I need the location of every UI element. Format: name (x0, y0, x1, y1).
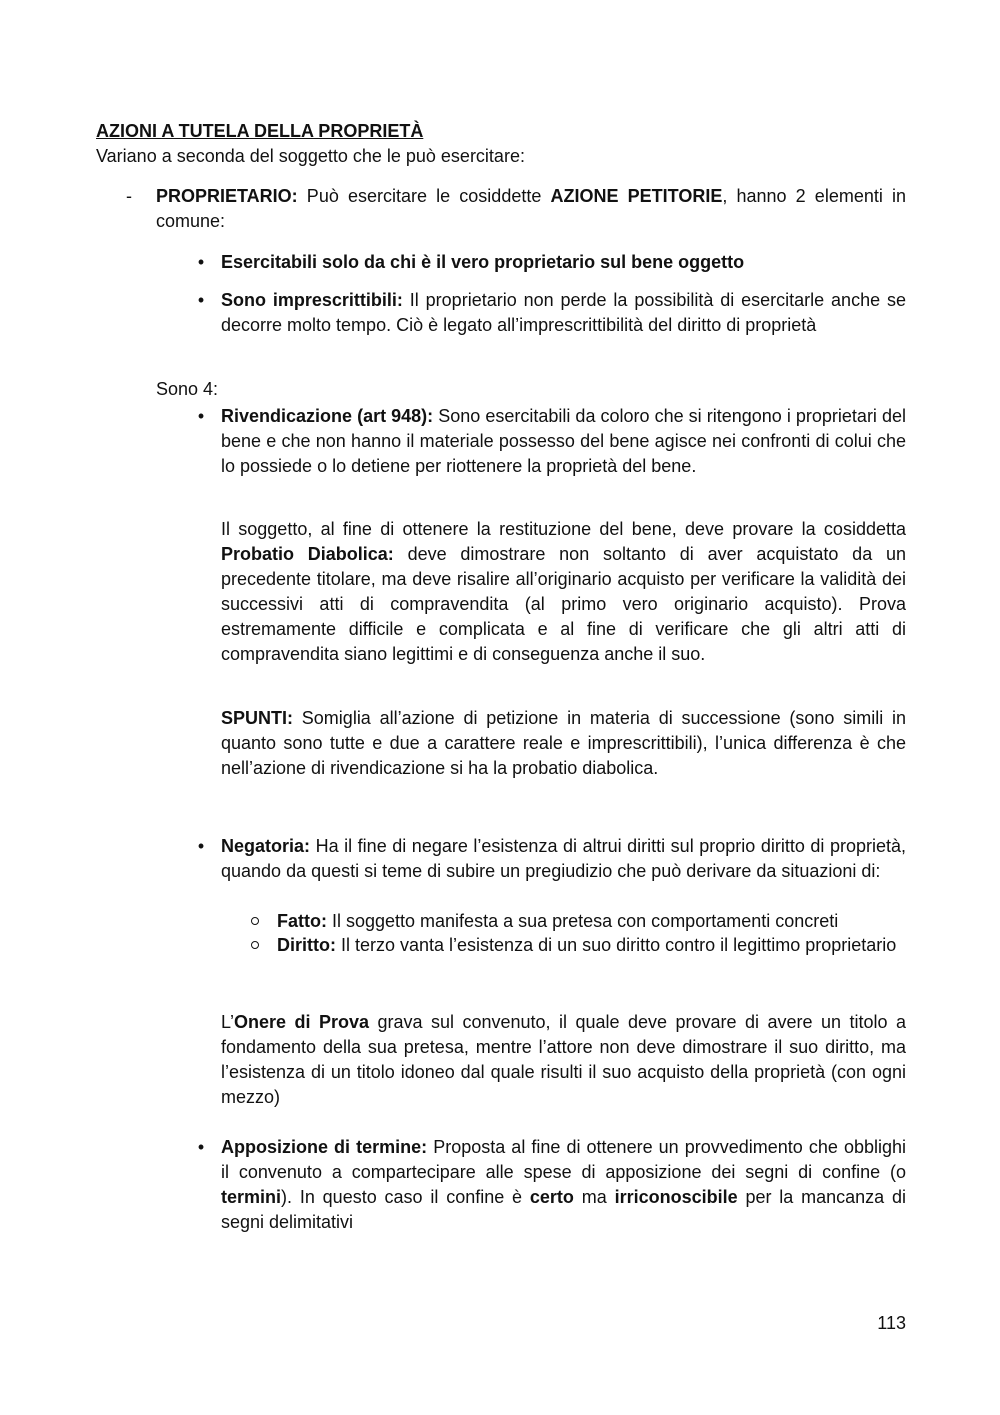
onere-di-prova-paragraph: L’Onere di Prova grava sul convenuto, il quale deve provare di avere un titolo a fondamento della sua pretesa, mentre l’attore non deve dimostrare il suo diritto, ma l’esistenza di un titolo idoneo dal quale risulti il suo acquisto della proprietà (con ogni mezzo) (221, 1012, 906, 1107)
list-item: Esercitabili solo da chi è il vero proprietario sul bene oggetto (221, 252, 745, 272)
bullet-marker: • (197, 836, 205, 856)
sub-bullet-marker (251, 941, 259, 949)
dash-marker: - (126, 186, 132, 206)
apposizione-paragraph: Apposizione di termine: Proposta al fine di ottenere un provvedimento che obblighi il convenuto a compartecipare alle spese di apposizione dei segni di confine (o termini). In questo caso il confine è certo ma irriconoscibile per la mancanza di segni delimitativi (221, 1137, 906, 1232)
bullet-marker: • (197, 290, 205, 310)
rivendicazione-paragraph: Rivendicazione (art 948): Sono esercitabili da coloro che si ritengono i proprietari del bene e che non hanno il materiale possesso del bene agisce nei confronti di colui che lo possiede o lo detiene per riottenere la proprietà del bene. (221, 406, 907, 476)
page-title: AZIONI A TUTELA DELLA PROPRIETÀ (96, 121, 424, 141)
bullet-marker: • (197, 1137, 205, 1157)
sub-bullet-marker (251, 917, 259, 925)
negatoria-paragraph: Negatoria: Ha il fine di negare l’esistenza di altrui diritti sul proprio diritto di proprietà, quando da questi si teme di subire un pregiudizio che può derivare da situazioni di: (221, 836, 906, 881)
spunti-paragraph: SPUNTI: Somiglia all’azione di petizione in materia di successione (sono simili in quanto sono tutte e due a carattere reale e imprescrittibili), l’unica differenza è che nell’azione di rivendicazione si ha la probatio diabolica. (221, 708, 906, 778)
page-number: 113 (877, 1313, 906, 1333)
intro-text: Variano a seconda del soggetto che le può esercitare: (96, 146, 525, 166)
proprietario-paragraph: PROPRIETARIO: Può esercitare le cosiddette AZIONE PETITORIE, hanno 2 elementi in comune: (156, 186, 906, 231)
list-item: Sono imprescrittibili: Il proprietario non perde la possibilità di esercitarle anche se decorre molto tempo. Ciò è legato all’imprescrittibilità del diritto di proprietà (221, 290, 906, 335)
sono-4-label: Sono 4: (156, 379, 219, 399)
proprietario-label: PROPRIETARIO: (156, 186, 298, 206)
sub-list-item: Diritto: Il terzo vanta l’esistenza di un suo diritto contro il legittimo proprietario (277, 935, 897, 955)
probatio-paragraph: Il soggetto, al fine di ottenere la restituzione del bene, deve provare la cosiddetta Probatio Diabolica: deve dimostrare non soltanto di aver acquistato da un precedente titolare, ma deve risalire all’originario acquisto per verificare la validità dei successivi atti di compravendita (al primo vero originario acquisto). Prova estremamente difficile e complicata e al fine di verificare che gli altri atti di compravendita siano legittimi e di conseguenza anche il suo. (221, 519, 906, 664)
bullet-marker: • (197, 252, 205, 272)
bullet-marker: • (197, 406, 205, 426)
sub-list-item: Fatto: Il soggetto manifesta a sua pretesa con comportamenti concreti (277, 911, 839, 931)
azione-petitorie-term: AZIONE PETITORIE (550, 186, 723, 206)
